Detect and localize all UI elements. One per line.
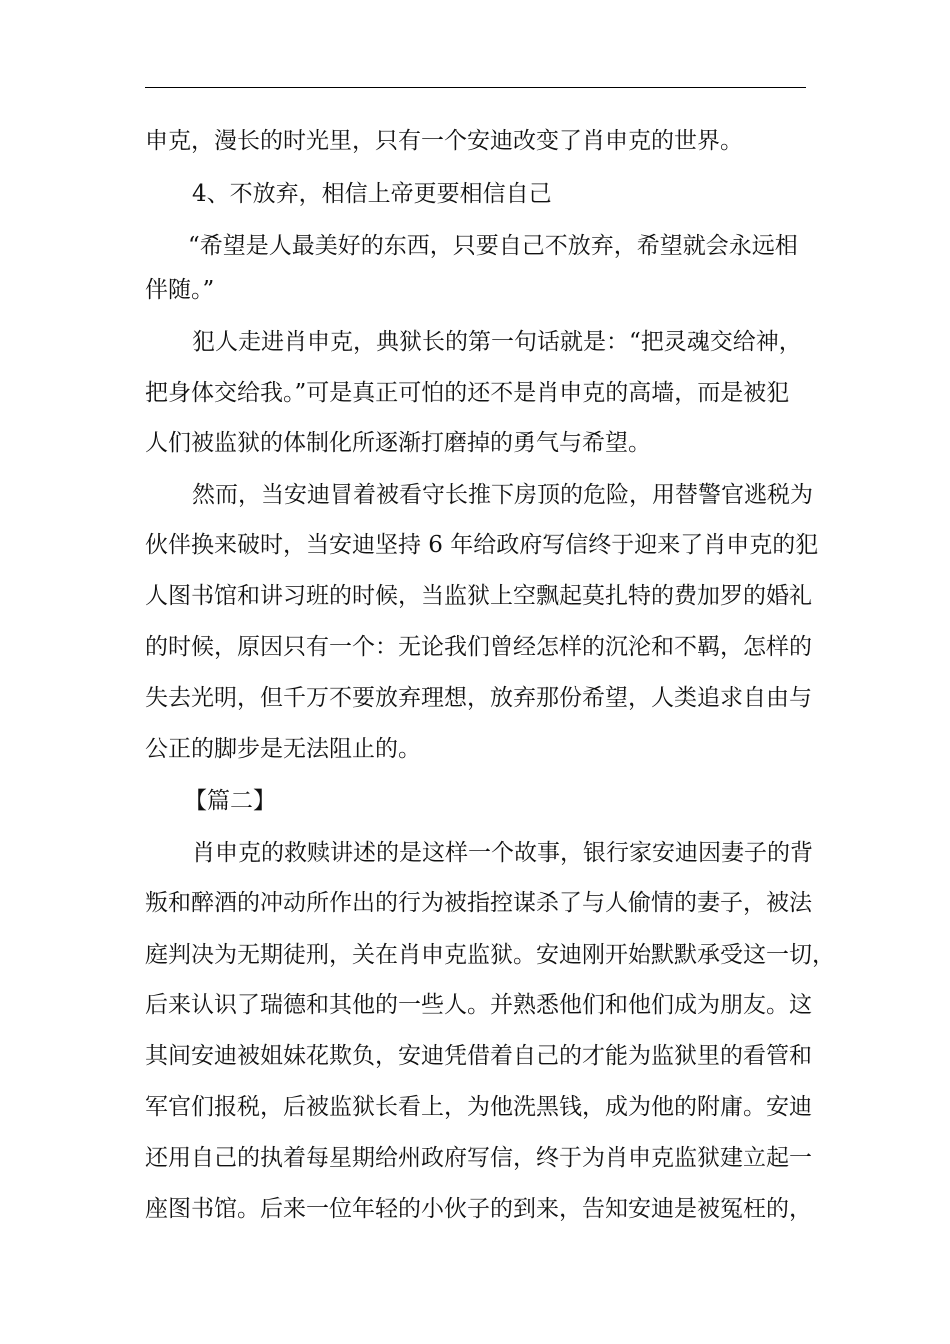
text-line: 人们被监狱的体制化所逐渐打磨掉的勇气与希望。: [145, 430, 651, 456]
text-line: 肖申克的救赎讲述的是这样一个故事，银行家安迪因妻子的背: [192, 840, 813, 866]
text-line: 把身体交给我。”可是真正可怕的还不是肖申克的高墙，而是被犯: [145, 380, 790, 406]
text-line: 公正的脚步是无法阻止的。: [145, 736, 421, 762]
text-line: 犯人走进肖申克，典狱长的第一句话就是：“把灵魂交给神，: [192, 329, 802, 355]
text-line: 申克，漫长的时光里，只有一个安迪改变了肖申克的世界。: [145, 128, 743, 154]
text-line: 军官们报税，后被监狱长看上，为他洗黑钱，成为他的附庸。安迪: [145, 1094, 812, 1120]
section-heading: 【篇二】: [184, 788, 276, 814]
text-line: 叛和醉酒的冲动所作出的行为被指控谋杀了与人偷情的妻子，被法: [145, 890, 812, 916]
text-line: 然而，当安迪冒着被看守长推下房顶的危险，用替警官逃税为: [192, 482, 813, 508]
text-line: 其间安迪被姐妹花欺负，安迪凭借着自己的才能为监狱里的看管和: [145, 1043, 812, 1069]
text-line: 的时候，原因只有一个：无论我们曾经怎样的沉沦和不羁，怎样的: [145, 634, 812, 660]
text-line: 伴随。”: [145, 277, 215, 303]
text-line: 伙伴换来破时，当安迪坚持 6 年给政府写信终于迎来了肖申克的犯: [145, 532, 819, 558]
header-rule: [145, 87, 806, 88]
text-line: 庭判决为无期徒刑，关在肖申克监狱。安迪刚开始默默承受这一切，: [145, 942, 835, 968]
text-line: 失去光明，但千万不要放弃理想，放弃那份希望，人类追求自由与: [145, 685, 812, 711]
section-heading: 4、不放弃，相信上帝更要相信自己: [192, 181, 552, 207]
text-line: 还用自己的执着每星期给州政府写信，终于为肖申克监狱建立起一: [145, 1145, 812, 1171]
text-line: 座图书馆。后来一位年轻的小伙子的到来，告知安迪是被冤枉的，: [145, 1196, 812, 1222]
text-line: “希望是人最美好的东西，只要自己不放弃，希望就会永远相: [188, 233, 798, 259]
text-line: 后来认识了瑞德和其他的一些人。并熟悉他们和他们成为朋友。这: [145, 992, 812, 1018]
text-line: 人图书馆和讲习班的时候，当监狱上空飘起莫扎特的费加罗的婚礼: [145, 583, 812, 609]
